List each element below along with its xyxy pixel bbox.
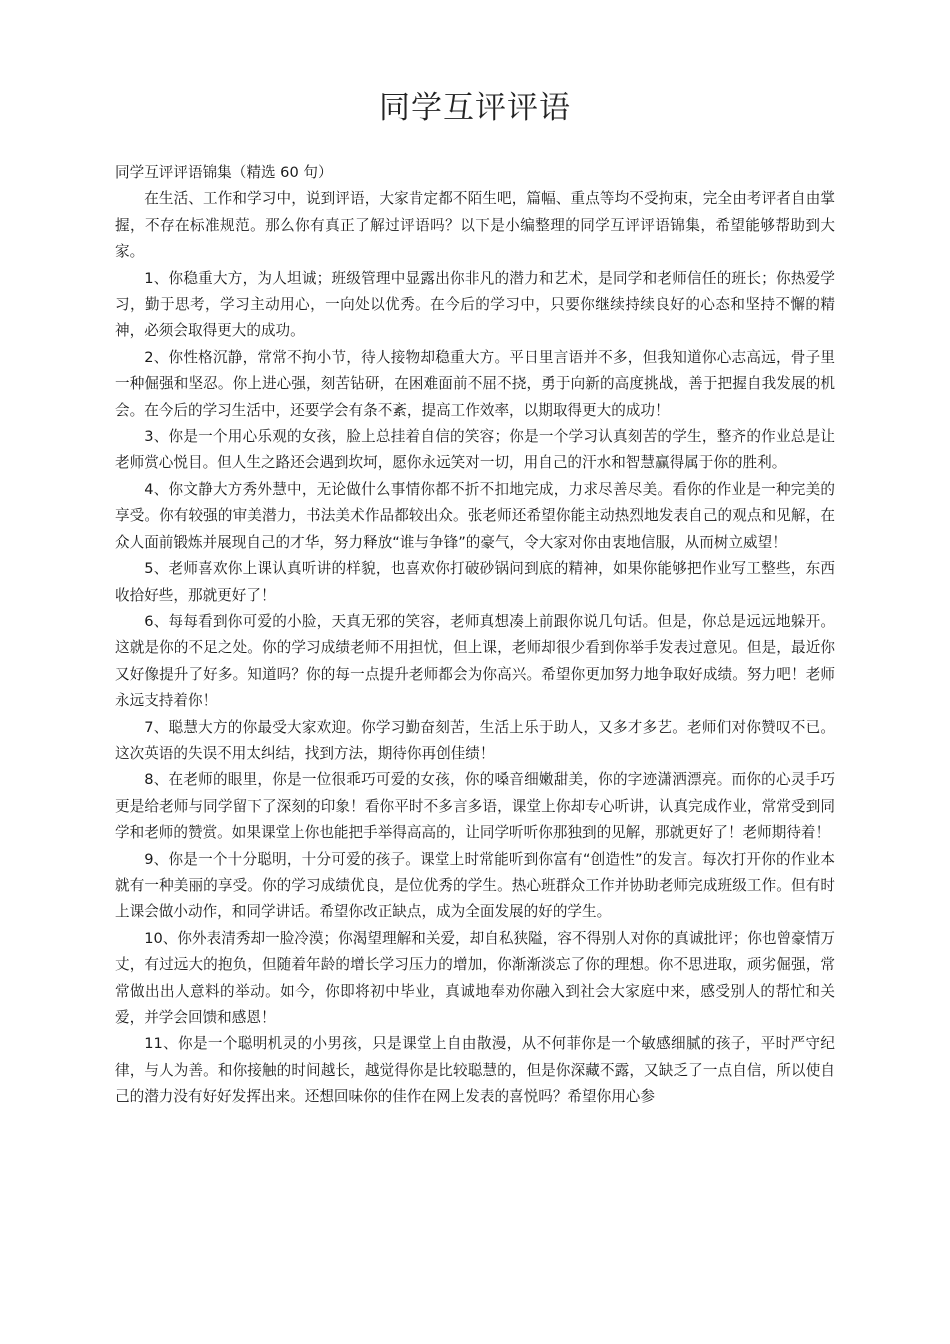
document-title: 同学互评评语	[379, 90, 571, 126]
comment-paragraph-1: 1、你稳重大方，为人坦诚；班级管理中显露出你非凡的潜力和艺术，是同学和老师信任的班长；你热爱学习，勤于思考，学习主动用心，一向处以优秀。在今后的学习中，只要你继续持续良好的心态和坚持不懈的精神，必须会取得更大的成功。	[115, 269, 835, 340]
comment-paragraph-2: 2、你性格沉静，常常不拘小节，待人接物却稳重大方。平日里言语并不多，但我知道你心志高远，骨子里一种倔强和坚忍。你上进心强，刻苦钻研，在困难面前不屈不挠，勇于向新的高度挑战，善于把握自我发展的机会。在今后的学习生活中，还要学会有条不紊，提高工作效率，以期取得更大的成功！	[115, 348, 835, 419]
comment-paragraph-9: 9、你是一个十分聪明，十分可爱的孩子。课堂上时常能听到你富有“创造性”的发言。每次打开你的作业本就有一种美丽的享受。你的学习成绩优良，是位优秀的学生。热心班群众工作并协助老师完成班级工作。但有时上课会做小动作，和同学讲话。希望你改正缺点，成为全面发展的好的学生。	[115, 850, 835, 921]
comment-paragraph-6: 6、每每看到你可爱的小脸，天真无邪的笑容，老师真想凑上前跟你说几句话。但是，你总是远远地躲开。这就是你的不足之处。你的学习成绩老师不用担忧，但上课，老师却很少看到你举手发表过意见。但是，最近你又好像提升了好多。知道吗？你的每一点提升老师都会为你高兴。希望你更加努力地争取好成绩。努力吧！老师永远支持着你！	[115, 612, 835, 710]
comment-paragraph-3: 3、你是一个用心乐观的女孩，脸上总挂着自信的笑容；你是一个学习认真刻苦的学生，整齐的作业总是让老师赏心悦目。但人生之路还会遇到坎坷，愿你永远笑对一切，用自己的汗水和智慧赢得属于你的胜利。	[115, 428, 835, 472]
comment-paragraph-5: 5、老师喜欢你上课认真听讲的样貌，也喜欢你打破砂锅问到底的精神，如果你能够把作业写工整些，东西收拾好些，那就更好了！	[115, 560, 835, 604]
intro-paragraph: 在生活、工作和学习中，说到评语，大家肯定都不陌生吧，篇幅、重点等均不受拘束，完全由考评者自由掌握，不存在标准规范。那么你有真正了解过评语吗？以下是小编整理的同学互评评语锦集，希望能够帮助到大家。	[115, 190, 835, 261]
comment-paragraph-10: 10、你外表清秀却一脸冷漠；你渴望理解和关爱，却自私狭隘，容不得别人对你的真诚批评；你也曾豪情万丈，有过远大的抱负，但随着年龄的增长学习压力的增加，你渐渐淡忘了你的理想。你不思进取，顽劣倔强，常常做出出人意料的举动。如今，你即将初中毕业，真诚地奉劝你融入到社会大家庭中来，感受别人的帮忙和关爱，并学会回馈和感恩！	[115, 929, 835, 1026]
comment-paragraph-7: 7、聪慧大方的你最受大家欢迎。你学习勤奋刻苦，生活上乐于助人，又多才多艺。老师们对你赞叹不已。这次英语的失误不用太纠结，找到方法，期待你再创佳绩！	[115, 718, 835, 762]
document-body	[115, 160, 835, 1111]
document-subtitle: 同学互评评语锦集（精选 60 句）	[115, 164, 333, 181]
comment-paragraph-11: 11、你是一个聪明机灵的小男孩，只是课堂上自由散漫，从不何菲你是一个敏感细腻的孩子，平时严守纪律，与人为善。和你接触的时间越长，越觉得你是比较聪慧的，但是你深藏不露，又缺乏了一点自信，所以使自己的潜力没有好好发挥出来。还想回味你的佳作在网上发表的喜悦吗？希望你用心参	[115, 1035, 835, 1106]
comment-paragraph-8: 8、在老师的眼里，你是一位很乖巧可爱的女孩，你的嗓音细嫩甜美，你的字迹潇洒漂亮。而你的心灵手巧更是给老师与同学留下了深刻的印象！看你平时不多言多语，课堂上你却专心听讲，认真完成作业，常常受到同学和老师的赞赏。如果课堂上你也能把手举得高高的，让同学听听你那独到的见解，那就更好了！老师期待着！	[115, 771, 835, 842]
comment-paragraph-4: 4、你文静大方秀外慧中，无论做什么事情你都不折不扣地完成，力求尽善尽美。看你的作业是一种完美的享受。你有较强的审美潜力，书法美术作品都较出众。张老师还希望你能主动热烈地发表自己的观点和见解，在众人面前锻炼并展现自己的才华，努力释放“谁与争锋”的豪气，令大家对你由衷地信服，从而树立威望！	[115, 480, 835, 551]
